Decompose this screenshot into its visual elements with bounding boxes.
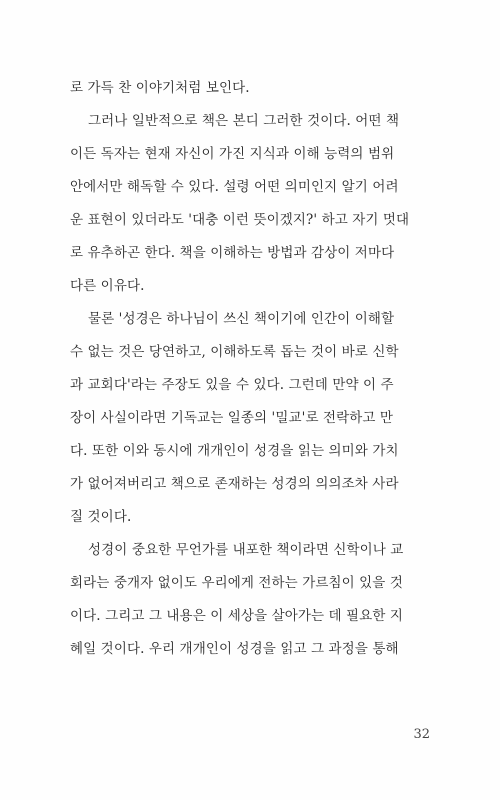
- text-line: 이다. 그리고 그 내용은 이 세상을 살아가는 데 필요한 지: [70, 608, 404, 624]
- text-line: 혜일 것이다. 우리 개개인이 성경을 읽고 그 과정을 통해: [70, 641, 399, 657]
- text-line: 수 없는 것은 당연하고, 이해하도록 돕는 것이 바로 신학: [70, 344, 399, 360]
- text-line: 회라는 중개자 없이도 우리에게 전하는 가르침이 있을 것: [70, 575, 403, 591]
- text-line: 그러나 일반적으로 책은 본디 그러한 것이다. 어떤 책: [88, 113, 400, 129]
- text-line: 이든 독자는 현재 자신이 가진 지식과 이해 능력의 범위: [70, 146, 395, 162]
- text-line: 다. 또한 이와 동시에 개개인이 성경을 읽는 의미와 가치: [70, 443, 399, 459]
- text-line: 가 없어져버리고 책으로 존재하는 성경의 의의조차 사라: [70, 476, 399, 492]
- body-text: [70, 72, 442, 666]
- text-line: 로 유추하곤 한다. 책을 이해하는 방법과 감상이 저마다: [70, 245, 395, 261]
- text-line: 안에서만 해독할 수 있다. 설령 어떤 의미인지 알기 어려: [70, 179, 399, 195]
- text-line: 다른 이유다.: [70, 278, 145, 294]
- text-line: 과 교회다'라는 주장도 있을 수 있다. 그런데 만약 이 주: [70, 377, 394, 393]
- text-line: 운 표현이 있더라도 '대충 이런 뜻이겠지?' 하고 자기 멋대: [70, 212, 410, 228]
- page-number: 32: [413, 727, 430, 742]
- text-line: 장이 사실이라면 기독교는 일종의 '밀교'로 전락하고 만: [70, 410, 394, 426]
- text-line: 물론 '성경은 하나님이 쓰신 책이기에 인간이 이해할: [88, 311, 395, 327]
- text-line: 성경이 중요한 무언가를 내포한 책이라면 신학이나 교: [88, 542, 404, 558]
- text-line: 질 것이다.: [70, 509, 132, 525]
- text-line: 로 가득 찬 이야기처럼 보인다.: [70, 80, 250, 96]
